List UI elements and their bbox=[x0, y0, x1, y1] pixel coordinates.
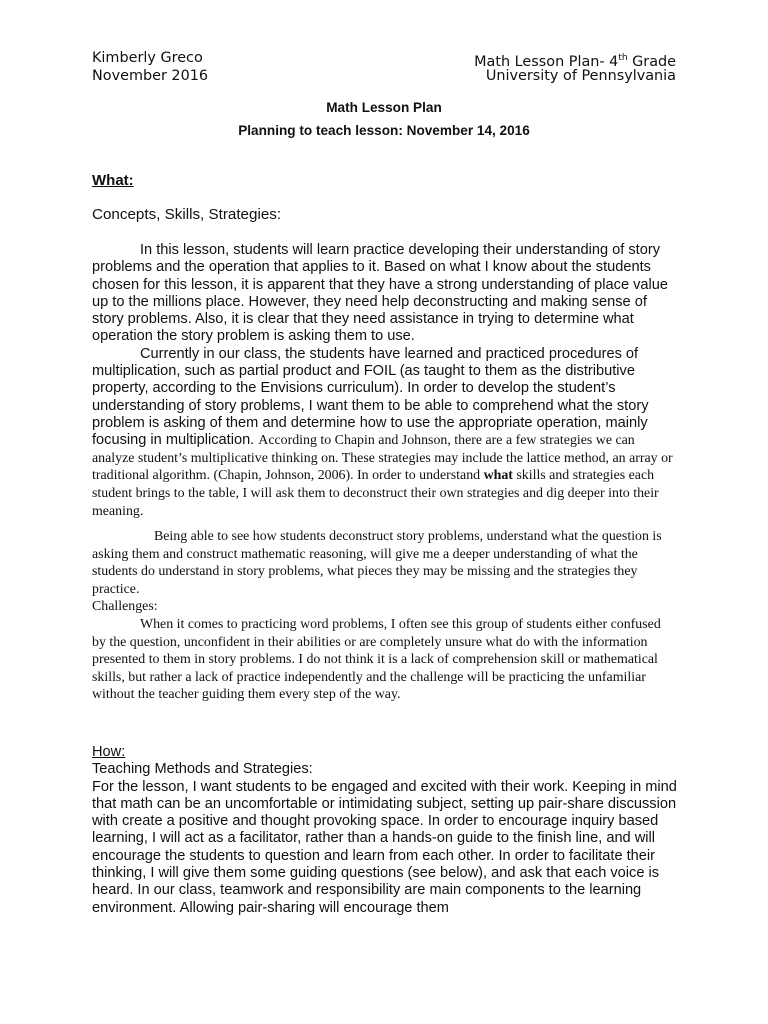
title-block bbox=[0, 96, 768, 142]
paragraph-2-sans: Currently in our class, the students have learned and practiced procedures of multiplication, such as partial product and FOIL (as taught to them as the distributive property, according to the Envisions curriculum). In order to develop the student’s understanding of story problems, I want them to be able to comprehend what the story problem is asking of them and determine how to use the appropriate operation, mainly focusing in multiplication. bbox=[92, 345, 649, 449]
how-heading: How: bbox=[92, 744, 126, 760]
challenges-heading: Challenges: bbox=[92, 599, 158, 615]
document-subtitle: Planning to teach lesson: November 14, 2016 bbox=[238, 123, 530, 138]
body-section-3 bbox=[92, 744, 678, 917]
paragraph-3: Being able to see how students deconstruct story problems, understand what the question is asking them and construct mathematic reasoning, will give me a deeper understanding of what the students do understand in story problems, what pieces they may be missing and the strategies they practice. bbox=[92, 529, 662, 597]
paragraph-1: In this lesson, students will learn practice developing their understanding of story problems and the operation that applies to it. Based on what I know about the students chosen for this lesson, it is apparent that they have a strong understanding of place value up to the millions place. However, they need help deconstructing and making sense of story problems. Also, it is clear that they need assistance in trying to determine what operation the story problem is asking them to use. bbox=[92, 242, 669, 345]
course-title-prefix: Math Lesson Plan- 4 bbox=[474, 53, 619, 70]
concepts-heading: Concepts, Skills, Strategies: bbox=[92, 206, 282, 223]
paragraph-2-serif-a: According to Chapin and Johnson, there are a few strategies we can analyze student’s multiplicative thinking on. These strategies may include the lattice method, an array or traditional algorithm. (Chapin, Johnson, 2006). In order to understand bbox=[92, 433, 673, 484]
paragraph-2 bbox=[92, 346, 678, 520]
author-name: Kimberly Greco bbox=[92, 50, 203, 66]
course-title-sup: th bbox=[618, 53, 628, 63]
university-name: University of Pennsylvania bbox=[485, 68, 676, 84]
body-section-1 bbox=[92, 242, 678, 520]
teaching-heading: Teaching Methods and Strategies: bbox=[92, 761, 313, 778]
paragraph-2-bold: what bbox=[483, 468, 513, 484]
body-section-2 bbox=[92, 528, 678, 704]
document-title: Math Lesson Plan bbox=[326, 100, 442, 115]
paragraph-4: When it comes to practicing word problems, I often see this group of students either confused by the question, unconfident in their abilities or are completely unsure what do with the information presented to them in story problems. I do not think it is a lack of comprehension skill or mathematical skills, but rather a lack of practice independently and the challenge will be practicing the unfamiliar without the teacher guiding them every step of the way. bbox=[92, 616, 661, 703]
paragraph-2-serif-b: skills and strategies each student brings to the table, I will ask them to deconstruct their own strategies and dig deeper into their meaning. bbox=[92, 468, 659, 519]
header-row-2 bbox=[92, 66, 676, 86]
course-title-suffix: Grade bbox=[627, 53, 676, 70]
what-heading: What: bbox=[92, 172, 134, 189]
paragraph-5: For the lesson, I want students to be engaged and excited with their work. Keeping in mind that math can be an uncomfortable or intimidating subject, setting up pair-share discussion with create a positive and thought provoking space. In order to encourage inquiry based learning, I will act as a facilitator, rather than a hands-on guide to the finish line, and will encourage the students to question and learn from each other. In order to facilitate their thinking, I will give them some guiding questions (see below), and ask that each voice is heard. In our class, teamwork and responsibility are main components to the learning environment. Allowing pair-sharing will encourage them bbox=[92, 778, 677, 916]
document-date: November 2016 bbox=[92, 68, 209, 84]
